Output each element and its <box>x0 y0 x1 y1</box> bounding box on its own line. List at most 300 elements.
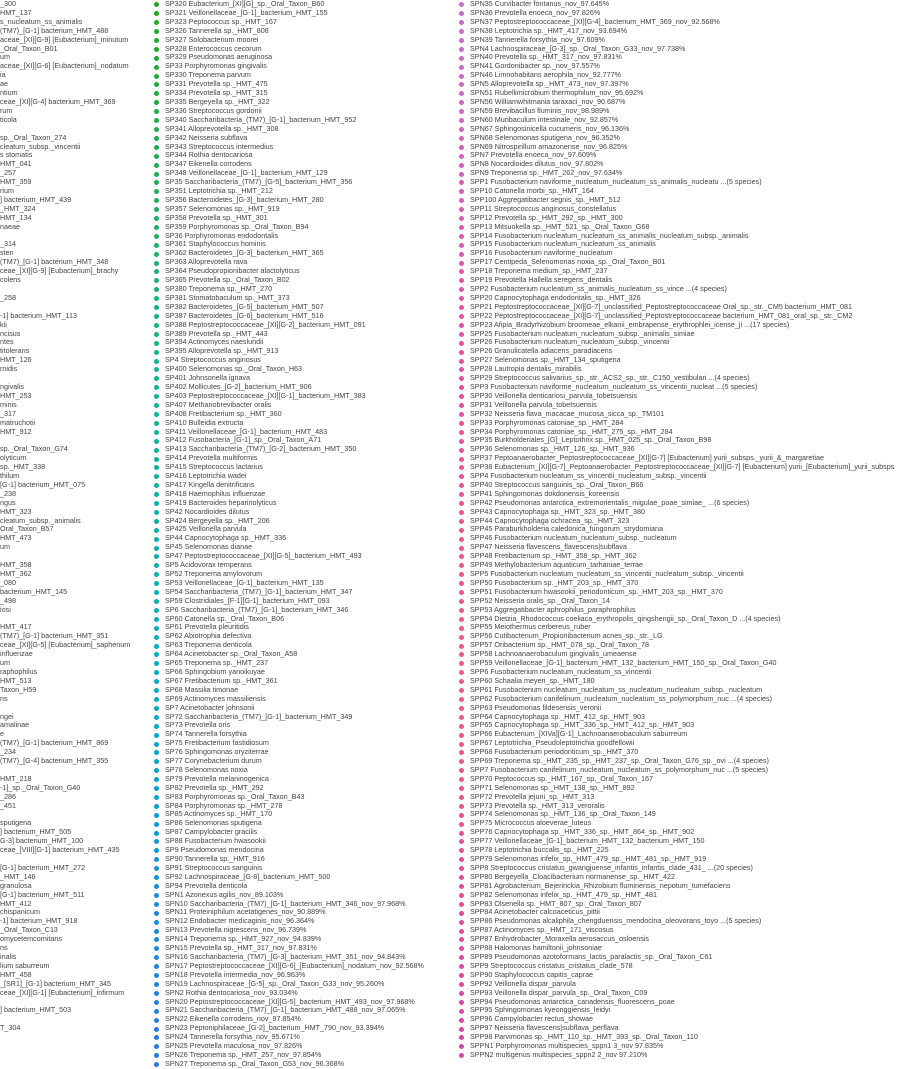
legend-entry-label: _451 <box>0 800 16 810</box>
legend-swatch-icon <box>154 742 159 747</box>
legend-entry-label: SPP30 Veillonella denticariosi_parvula_tobetsuensis <box>470 390 638 400</box>
legend-entry-label: SPP94 Pseudomonas antarctica_canadensis_fluorescens_poae <box>470 996 675 1006</box>
legend-entry <box>0 392 146 401</box>
legend-entry-label: SPP20 Capnocytophaga endodontalis_sp._HMT_326 <box>470 292 641 302</box>
legend-entry-label: SPP69 Treponema sp._HMT_235_sp._HMT_237_sp._Oral_Taxon_G76_sp._ovi ...(4 species) <box>470 756 769 766</box>
legend-entry-label: SPP43 Capnocytophaga sp._HMT_323_sp._HMT_380 <box>470 506 646 516</box>
legend-entry <box>0 490 146 499</box>
legend-entry <box>0 223 146 232</box>
legend-entry-label: omycetemcomitans <box>0 934 62 944</box>
legend-entry-label: SP394 Actinomyces naeslundii <box>165 337 264 347</box>
legend-entry-label: SPP38 Eubacterium_[XI][G-7]_Peptoanaerobacter_Peptostreptococcaceae_[XI][G-7] [Eubacterium] yurii_[Eubacterium]_yurii_subsps <box>470 462 895 472</box>
legend-entry <box>0 1024 146 1033</box>
legend-swatch-icon <box>459 759 464 764</box>
legend-swatch-icon <box>459 394 464 399</box>
legend-swatch-icon <box>154 207 159 212</box>
legend-swatch-icon <box>154 973 159 978</box>
legend-entry-label: sp._Oral_Taxon_274 <box>0 132 67 142</box>
legend-swatch-icon <box>459 955 464 960</box>
legend-entry-label: HMT_359 <box>0 177 32 187</box>
legend-swatch-icon <box>459 2 464 7</box>
legend-swatch-icon <box>154 510 159 515</box>
legend-swatch-icon <box>459 457 464 462</box>
legend-entry-label: SP425 Veillonella parvula <box>165 524 247 534</box>
legend-entry-label: SPP29 Streptococcus salivarius_sp._str._ACS2_sp._str._C150_vestibulari ...(4 species) <box>470 373 750 383</box>
legend-swatch-icon <box>154 225 159 230</box>
legend-entry-label: SPP26 Granulicatella adiacens_paradiacens <box>470 346 613 356</box>
legend-entry-label: _257 <box>0 168 16 178</box>
legend-entry-label: SPP10 Catonella morbi_sp._HMT_164 <box>470 186 594 196</box>
legend-swatch-icon <box>459 11 464 16</box>
legend-entry-label: HMT_513 <box>0 675 32 685</box>
legend-entry-label: minis <box>0 399 17 409</box>
legend-swatch-icon <box>459 252 464 257</box>
legend-entry-label: SPN59 Brevibacillus fluminis_nov_98.989% <box>470 105 610 115</box>
legend-entry-label: SPP22 Peptostreptococcaceae_[XI][G-7]_unclassified_Peptostreptococcaceae bacterium_HMT_081_oral_sp._str._CM2 <box>470 310 853 320</box>
legend-entry-label: SP335 Bergeyella sp._HMT_322 <box>165 96 270 106</box>
legend-swatch-icon <box>154 287 159 292</box>
legend-entry-label: ae <box>0 79 8 89</box>
legend-swatch-icon <box>459 866 464 871</box>
legend-entry-label: SP327 Solobacterium moorei <box>165 34 259 44</box>
legend-swatch-icon <box>154 323 159 328</box>
legend-swatch-icon <box>154 706 159 711</box>
legend-swatch-icon <box>459 1053 464 1058</box>
legend-entry-label: SP341 Alloprevotella sp._HMT_308 <box>165 123 279 133</box>
legend-swatch-icon <box>459 314 464 319</box>
legend-swatch-icon <box>154 733 159 738</box>
legend-entry-label: SP413 Saccharibacteria_(TM7)_[G-2]_bacterium_HMT_350 <box>165 444 357 454</box>
legend-entry-label: ceae_[XI][G-1] [Eubacterium]_infirmum <box>0 987 125 997</box>
legend-entry <box>0 757 146 766</box>
legend-entry-label: SP59 Clostridiales_[F-1][G-1]_bacterium_HMT_093 <box>165 595 330 605</box>
legend-entry-label: titolerans <box>0 346 30 356</box>
legend-entry-label: SP403 Peptostreptococcaceae_[XI][G-1]_bacterium_HMT_383 <box>165 390 366 400</box>
legend-entry-label: _234 <box>0 747 16 757</box>
legend-entry <box>0 214 146 223</box>
legend-entry-label: ntes <box>0 337 14 347</box>
legend-entry-label: SP42 Nocardioides dilutus <box>165 506 250 516</box>
legend-swatch-icon <box>459 269 464 274</box>
legend-swatch-icon <box>154 439 159 444</box>
legend-entry-label: SP364 Pseudopropionibacter alactolyticus <box>165 266 300 276</box>
legend-swatch-icon <box>154 483 159 488</box>
legend-swatch-icon <box>154 822 159 827</box>
legend-entry <box>0 45 146 54</box>
legend-swatch-icon <box>154 172 159 177</box>
legend-swatch-icon <box>459 448 464 453</box>
legend-entry-label: SPP32 Neisseria flava_macacae_mucosa_sicca_sp._TM101 <box>470 408 665 418</box>
legend-swatch-icon <box>459 679 464 684</box>
legend-swatch-icon <box>154 1018 159 1023</box>
legend-entry-label: ns <box>0 943 8 953</box>
legend-entry-label: SPPN1 Porphyromonas multispecies_sppn1 3_nov 97.835% <box>470 1041 664 1051</box>
legend-entry-label: SP347 Eikenella corrodens <box>165 159 252 169</box>
legend-swatch-icon <box>154 599 159 604</box>
legend-entry-label: SPP72 Prevotella jejuni_sp._HMT_313 <box>470 791 595 801</box>
legend-swatch-icon <box>154 376 159 381</box>
legend-swatch-icon <box>459 706 464 711</box>
legend-entry-label: SP323 Peptococcus sp._HMT_167 <box>165 16 277 26</box>
legend-entry-label: SPN24 Tannerella forsythia_nov_95.671% <box>165 1032 300 1042</box>
legend-swatch-icon <box>154 296 159 301</box>
legend-swatch-icon <box>459 474 464 479</box>
legend-entry <box>0 356 146 365</box>
legend-entry-label: SPN51 Rubellimicrobium thermophilum_nov_95.692% <box>470 88 644 98</box>
legend-entry <box>0 534 146 543</box>
legend-entry-label: e <box>0 729 4 739</box>
legend-swatch-icon <box>459 635 464 640</box>
legend-swatch-icon <box>154 759 159 764</box>
legend-swatch-icon <box>459 510 464 515</box>
legend-swatch-icon <box>459 216 464 221</box>
legend-swatch-icon <box>154 457 159 462</box>
legend-swatch-icon <box>154 350 159 355</box>
legend-entry <box>0 1006 146 1015</box>
legend-entry-label: _314 <box>0 239 16 249</box>
legend-swatch-icon <box>154 145 159 150</box>
legend-swatch-icon <box>459 243 464 248</box>
legend-column-left <box>0 0 146 1033</box>
legend-entry-label: SP365 Prevotella sp._Oral_Taxon_B02 <box>165 275 290 285</box>
legend-entry-label: _258 <box>0 292 16 302</box>
legend-swatch-icon <box>459 884 464 889</box>
legend-swatch-icon <box>459 376 464 381</box>
legend-entry-label: SPP37 Peptoanaerobacter_Peptostreptococcaceae_[XI][G-7] [Eubacterium] yurii_subsps._yurii_&_margaretiae <box>470 453 824 463</box>
legend-entry-label: [G-1] bacterium_HMT_075 <box>0 479 86 489</box>
legend-swatch-icon <box>154 554 159 559</box>
legend-entry-label: SPP46 Fusobacterium nucleatum_nucleatum_subsp._nucleatum <box>470 533 677 543</box>
legend-entry-label: SPP2 Fusobacterium nucleatum_ss_animalis_nucleatum_ss_vince ...(4 species) <box>470 284 727 293</box>
legend-swatch-icon <box>154 367 159 372</box>
legend-entry-label: SPN67 Sphingosinicella cucumeris_nov_96.136% <box>470 123 630 133</box>
legend-entry-label: rum <box>0 105 13 115</box>
legend-swatch-icon <box>459 74 464 79</box>
legend-swatch-icon <box>154 252 159 257</box>
legend-entry-label: -1] bacterium_HMT_918 <box>0 916 78 926</box>
legend-swatch-icon <box>154 831 159 836</box>
legend-entry <box>0 1015 146 1024</box>
legend-swatch-icon <box>459 697 464 702</box>
legend-entry-label: SPP28 Lautropia dentalis_mirabilis <box>470 364 582 374</box>
legend-swatch-icon <box>154 448 159 453</box>
legend-entry-label: SPP41 Sphingomonas dokdonensis_koreensis <box>470 488 620 498</box>
legend-entry-label: SPP52 Neisseria oralis_sp._Oral_Taxon_14 <box>470 595 610 605</box>
legend-swatch-icon <box>154 581 159 586</box>
legend-entry-label: SP348 Veillonellaceae_[G-1]_bacterium_HMT_129 <box>165 168 328 178</box>
legend-swatch-icon <box>154 866 159 871</box>
legend-swatch-icon <box>459 234 464 239</box>
legend-entry-label: um <box>0 658 10 668</box>
legend-swatch-icon <box>154 964 159 969</box>
legend-swatch-icon <box>459 1027 464 1032</box>
legend-entry-label: SPN41 Gordonibacter sp._nov_97.557% <box>470 61 600 71</box>
legend-swatch-icon <box>459 1035 464 1040</box>
legend-entry-label: SP401 Johnsonella ignava <box>165 373 251 383</box>
legend-entry-label: ceae_[XI][G-5] [Eubacterium]_saphenum <box>0 640 131 650</box>
legend-entry-label: SPP77 Veillonellaceae_[G-1]_bacterium_HMT_132_bacterium_HMT_150 <box>470 836 705 846</box>
legend-swatch-icon <box>154 795 159 800</box>
legend-entry-label: SPP35 Burkholderiales_[G]_Leptothrix sp._HMT_025_sp._Oral_Taxon_B98 <box>470 435 712 445</box>
legend-swatch-icon <box>459 563 464 568</box>
legend-swatch-icon <box>154 421 159 426</box>
legend-entry-label: SPP11 Streptococcus anginosus_constellatus <box>470 203 617 213</box>
legend-entry-label: (TM7)_[G-4] bacterium_HMT_355 <box>0 756 109 766</box>
legend-swatch-icon <box>459 91 464 96</box>
legend-entry-label: SP416 Leptotrichia wadei <box>165 471 247 481</box>
legend-entry-label: SPP66 Eubacterium_[XIVa][G-1]_Lachnoanaerobaculum saburreum <box>470 729 688 739</box>
legend-entry-label: SP35 Saccharibacteria_(TM7)_[G-5]_bacterium_HMT_356 <box>165 177 353 187</box>
legend-swatch-icon <box>459 839 464 844</box>
legend-entry-label: SPP8 Streptococcus cristatus_gwangjuense_infantis_infantis_clade_431_ ...(20 species) <box>470 862 753 872</box>
legend-swatch-icon <box>459 430 464 435</box>
legend-swatch-icon <box>154 501 159 506</box>
legend-swatch-icon <box>154 82 159 87</box>
legend-entry-label: SP77 Corynebacterium durum <box>165 756 262 766</box>
legend-entry <box>0 401 146 410</box>
legend-entry-label: SPP14 Fusobacterium nucleatum_nucleatum_ss_animalis_nucleatum_subsp._animalis <box>470 230 749 240</box>
legend-swatch-icon <box>459 572 464 577</box>
legend-entry-label: SPN5 Alloprevotella sp._HMT_473_nov_97.397% <box>470 79 629 89</box>
legend-swatch-icon <box>459 742 464 747</box>
legend-swatch-icon <box>154 38 159 43</box>
legend-entry-label: SP36 Porphyromonas endodontalis <box>165 230 279 240</box>
legend-entry-label: ceae_[XI][G-9] [Eubacterium]_brachy <box>0 266 119 276</box>
legend-entry-label: SPP45 Paraburkholderia caledonica_fungorum_strydomiana <box>470 524 663 534</box>
legend-swatch-icon <box>154 261 159 266</box>
legend-entry-label: SPP84 Acinetobacter calcoaceticus_pittii <box>470 907 600 917</box>
legend-swatch-icon <box>459 786 464 791</box>
legend-swatch-icon <box>459 172 464 177</box>
legend-entry-label: SPP93 Veillonella dispar_parvula_sp._Oral_Taxon_C09 <box>470 987 648 997</box>
legend-swatch-icon <box>154 875 159 880</box>
legend-swatch-icon <box>459 991 464 996</box>
legend-entry-label: SPP5 Fusobacterium nucleatum_nucleatum_ss_vincentii_nucleatum_subsp._vincentii <box>470 569 744 578</box>
legend-entry-label: SP419 Bacteroides heparinolyticus <box>165 497 277 507</box>
legend-entry-label: olyticum <box>0 453 27 463</box>
legend-swatch-icon <box>459 332 464 337</box>
legend-swatch-icon <box>459 1018 464 1023</box>
legend-entry-label: SPP55 Meiothermus cerbereus_ruber <box>470 622 591 632</box>
legend-swatch-icon <box>154 180 159 185</box>
legend-swatch-icon <box>154 537 159 542</box>
legend-entry-label: SPP31 Veillonella parvula_tobetsuensis <box>470 399 597 409</box>
legend-entry-label: SP64 Acinetobacter sp._Oral_Taxon_A58 <box>165 649 298 659</box>
legend-entry-label: SP330 Treponema parvum <box>165 70 251 80</box>
legend-entry-label: rium <box>0 186 14 196</box>
legend-entry-label: _[SR1]_[G-1] bacterium_HMT_345 <box>0 978 112 988</box>
legend-entry-label: SP418 Haemophilus influenzae <box>165 488 266 498</box>
legend-swatch-icon <box>154 937 159 942</box>
legend-swatch-icon <box>154 697 159 702</box>
legend-entry-label: SP65 Treponema sp._HMT_237 <box>165 658 269 668</box>
legend-entry-label: SPP75 Micrococcus aloeverae_luteus <box>470 818 592 828</box>
legend-swatch-icon <box>459 831 464 836</box>
legend-swatch-icon <box>154 1035 159 1040</box>
legend-entry-label: ] bacterium_HMT_503 <box>0 1005 72 1015</box>
legend-entry <box>0 321 146 330</box>
legend-entry-label: (TM7)_[G-1] bacterium_HMT_869 <box>0 738 109 748</box>
legend-swatch-icon <box>459 599 464 604</box>
legend-entry-label: ngus <box>0 497 16 507</box>
legend-swatch-icon <box>459 768 464 773</box>
legend-entry-label: SPP89 Pseudomonas azotoformans_lactis_paralactis_sp._Oral_Taxon_C61 <box>470 951 713 961</box>
legend-swatch-icon <box>459 1000 464 1005</box>
legend-entry <box>0 312 146 321</box>
legend-swatch-icon <box>459 546 464 551</box>
legend-entry-label: bacterium_HMT_145 <box>0 586 68 596</box>
legend-entry-label: SPN37 Peptostreptococcaceae_[XI][G-4]_bacterium_HMT_369_nov_92.568% <box>470 16 720 26</box>
legend-entry-label: SP62 Abiotrophia defectiva <box>165 631 252 641</box>
legend-swatch-icon <box>459 412 464 417</box>
legend-entry-label: SPP16 Fusobacterium naviforme_nucleatum <box>470 248 613 258</box>
legend-entry-label: SP69 Actinomyces massiliensis <box>165 693 266 703</box>
legend-entry-label: SP414 Prevotella multiformis <box>165 453 258 463</box>
legend-swatch-icon <box>154 991 159 996</box>
legend-entry <box>0 178 146 187</box>
legend-entry-label: cleatum_subsp._vincentii <box>0 141 81 151</box>
legend-entry <box>0 606 146 615</box>
legend-entry-label: SPN20 Peptostreptococcaceae_[XI][G-5]_bacterium_HMT_493_nov_97.968% <box>165 996 415 1006</box>
legend-swatch-icon <box>459 483 464 488</box>
legend-swatch-icon <box>459 688 464 693</box>
legend-entry-label: SPP78 Leptotrichia buccalis_sp._HMT_225 <box>470 845 609 855</box>
legend-entry-label: SPP65 Capnocytophaga sp._HMT_336_sp._HMT_412_sp._HMT_903 <box>470 720 695 730</box>
legend-swatch-icon <box>154 688 159 693</box>
legend-swatch-icon <box>459 777 464 782</box>
legend-entry-label: SPN10 Saccharibacteria_(TM7)_[G-1]_bacterium_HMT_346_nov_97.968% <box>165 898 406 908</box>
legend-swatch-icon <box>459 750 464 755</box>
legend-swatch-icon <box>459 421 464 426</box>
legend-entry <box>0 330 146 339</box>
legend-entry <box>150 1060 440 1069</box>
legend-entry-label: SPP92 Veillonella dispar_parvula <box>470 978 576 988</box>
legend-entry-label: SPP98 Parvimonas sp._HMT_110_sp._HMT_393_sp._Oral_Taxon_110 <box>470 1032 698 1042</box>
legend-entry-label: SPP57 Oribacterium sp._HMT_078_sp._Oral_Taxon_78 <box>470 640 649 650</box>
legend-entry <box>0 62 146 71</box>
legend-entry-label: SP54 Saccharibacteria_(TM7)_[G-1]_bacterium_HMT_347 <box>165 586 353 596</box>
legend-swatch-icon <box>154 20 159 25</box>
legend-swatch-icon <box>459 47 464 52</box>
legend-entry-label: _300 <box>0 0 16 8</box>
legend-swatch-icon <box>459 813 464 818</box>
legend-entry-label: HMT_134 <box>0 212 32 222</box>
legend-entry-label: ceae_[XI][G-4] bacterium_HMT_369 <box>0 96 116 106</box>
legend-entry-label: SP45 Selenomonas dianae <box>165 542 253 552</box>
legend-swatch-icon <box>154 902 159 907</box>
legend-entry-label: SPN68 Selenomonas sputigena_nov_96.352% <box>470 132 620 142</box>
legend-swatch-icon <box>459 341 464 346</box>
legend-entry-label: ceae_[VIII][G-1] bacterium_HMT_435 <box>0 845 120 855</box>
legend-entry-label: SPN12 Endobacter medicaginis_nov_96.364% <box>165 916 315 926</box>
legend-swatch-icon <box>459 519 464 524</box>
legend-entry-label: SP94 Prevotella denticola <box>165 880 248 890</box>
legend-swatch-icon <box>154 91 159 96</box>
legend-entry-label: SPN36 Prevotella enoeca_nov_97.826% <box>470 7 601 17</box>
legend-entry-label: SPN13 Prevotella nigrescens_nov_96.739% <box>165 925 307 935</box>
legend-swatch-icon <box>154 1000 159 1005</box>
legend-entry-label: SPP15 Fusobacterium nucleatum_nucleatum_ss_animalis <box>470 239 656 249</box>
legend-entry-label: SPP47 Neisseria flavescens_flavescens|subflava <box>470 542 627 552</box>
legend-swatch-icon <box>459 198 464 203</box>
legend-swatch-icon <box>459 492 464 497</box>
legend-entry-label: ngei <box>0 711 14 721</box>
legend-swatch-icon <box>459 136 464 141</box>
legend-entry-label: SPP9 Streptococcus cristatus_cristatus_clade_578 <box>470 960 633 970</box>
legend-entry-label: HMT_041 <box>0 159 32 169</box>
legend-entry-label: (TM7)_[G-1] bacterium_HMT_488 <box>0 25 109 35</box>
legend-swatch-icon <box>459 38 464 43</box>
legend-entry-label: SP340 Saccharibacteria_(TM7)_[G-1]_bacterium_HMT_952 <box>165 114 357 124</box>
legend-swatch-icon <box>459 403 464 408</box>
legend-entry-label: SPN25 Prevotella maculosa_nov_97.826% <box>165 1041 303 1051</box>
legend-entry-label: SP6 Saccharibacteria_(TM7)_[G-1]_bacterium_HMT_346 <box>165 604 349 614</box>
legend-entry-label: T_304 <box>0 1023 21 1033</box>
legend-swatch-icon <box>459 644 464 649</box>
legend-swatch-icon <box>459 296 464 301</box>
legend-swatch-icon <box>459 359 464 364</box>
legend-entry-label: sputigena <box>0 818 32 828</box>
legend-entry-label: SPP61 Fusobacterium nucleatum_nucleatum_ss_nucleatum_nucleatum_subsp._nucleatum <box>470 684 763 694</box>
legend-swatch-icon <box>154 590 159 595</box>
legend-entry-label: SP79 Prevotella melaninogenica <box>165 773 269 783</box>
legend-entry-label: HMT_323 <box>0 506 32 516</box>
legend-entry-label: ncisus <box>0 328 21 338</box>
legend-entry-label: SP336 Streptococcus gordonii <box>165 105 262 115</box>
legend-entry <box>0 846 146 855</box>
legend-entry-label: SPP4 Fusobacterium nucleatum_ss_vincentii_nucleatum_subsp._vincentii <box>470 471 707 481</box>
legend-swatch-icon <box>459 323 464 328</box>
legend-entry-label: SP400 Selenomonas sp._Oral_Taxon_H63 <box>165 364 303 374</box>
legend-swatch-icon <box>459 109 464 114</box>
legend-swatch-icon <box>154 929 159 934</box>
legend-entry-label: SP412 Fusobacteria_[G-1]_sp._Oral_Taxon_A71 <box>165 435 322 445</box>
legend-entry-label: influenzae <box>0 649 33 659</box>
legend-entry-label: SPP25 Fusobacterium nucleatum_nucleatum_subsp._animalis_simiae <box>470 328 695 338</box>
legend-swatch-icon <box>459 537 464 542</box>
legend-entry-label: SP33 Porphyromonas gingivalis <box>165 61 267 71</box>
legend-entry-label: SP82 Prevotella sp._HMT_292 <box>165 782 264 792</box>
legend-swatch-icon <box>154 65 159 70</box>
legend-swatch-icon <box>154 269 159 274</box>
legend-swatch-icon <box>459 902 464 907</box>
legend-entry-label: SPP88 Halomonas hamiltonii_johnsoniae <box>470 943 602 953</box>
legend-entry <box>0 543 146 552</box>
legend-swatch-icon <box>459 893 464 898</box>
legend-entry-label: HMT_912 <box>0 426 32 436</box>
legend-entry-label: SP362 Bacteroidetes_[G-3]_bacterium_HMT_365 <box>165 248 324 258</box>
legend-entry <box>0 650 146 659</box>
legend-entry-label: cleatum_subsp._animalis <box>0 515 81 525</box>
legend-entry-label: SPN11 Proteiniphilum acetatigenes_nov_90.889% <box>165 907 326 917</box>
legend-entry-label: _080 <box>0 577 16 587</box>
legend-entry-label: SP356 Bacteroidetes_[G-3]_bacterium_HMT_280 <box>165 194 324 204</box>
legend-entry-label: SP78 Selenomonas noxia <box>165 764 248 774</box>
legend-entry-label: SP351 Leptotrichia sp._HMT_212 <box>165 186 273 196</box>
legend-entry <box>0 784 146 793</box>
legend-entry-label: SPP100 Aggregatibacter segnis_sp._HMT_512 <box>470 194 621 204</box>
legend-swatch-icon <box>459 929 464 934</box>
legend-swatch-icon <box>459 180 464 185</box>
legend-entry-label: SPP63 Pseudomonas fildesensis_veronii <box>470 702 602 712</box>
legend-swatch-icon <box>459 982 464 987</box>
legend-entry-label: SP358 Prevotella sp._HMT_301 <box>165 212 268 222</box>
legend-swatch-icon <box>154 11 159 16</box>
legend-swatch-icon <box>154 403 159 408</box>
legend-entry-label: SPN17 Peptostreptococcaceae_[XI][G-6]_[Eubacterium]_nodatum_nov_92.568% <box>165 960 424 970</box>
legend-entry <box>0 686 146 695</box>
legend-swatch-icon <box>459 163 464 168</box>
